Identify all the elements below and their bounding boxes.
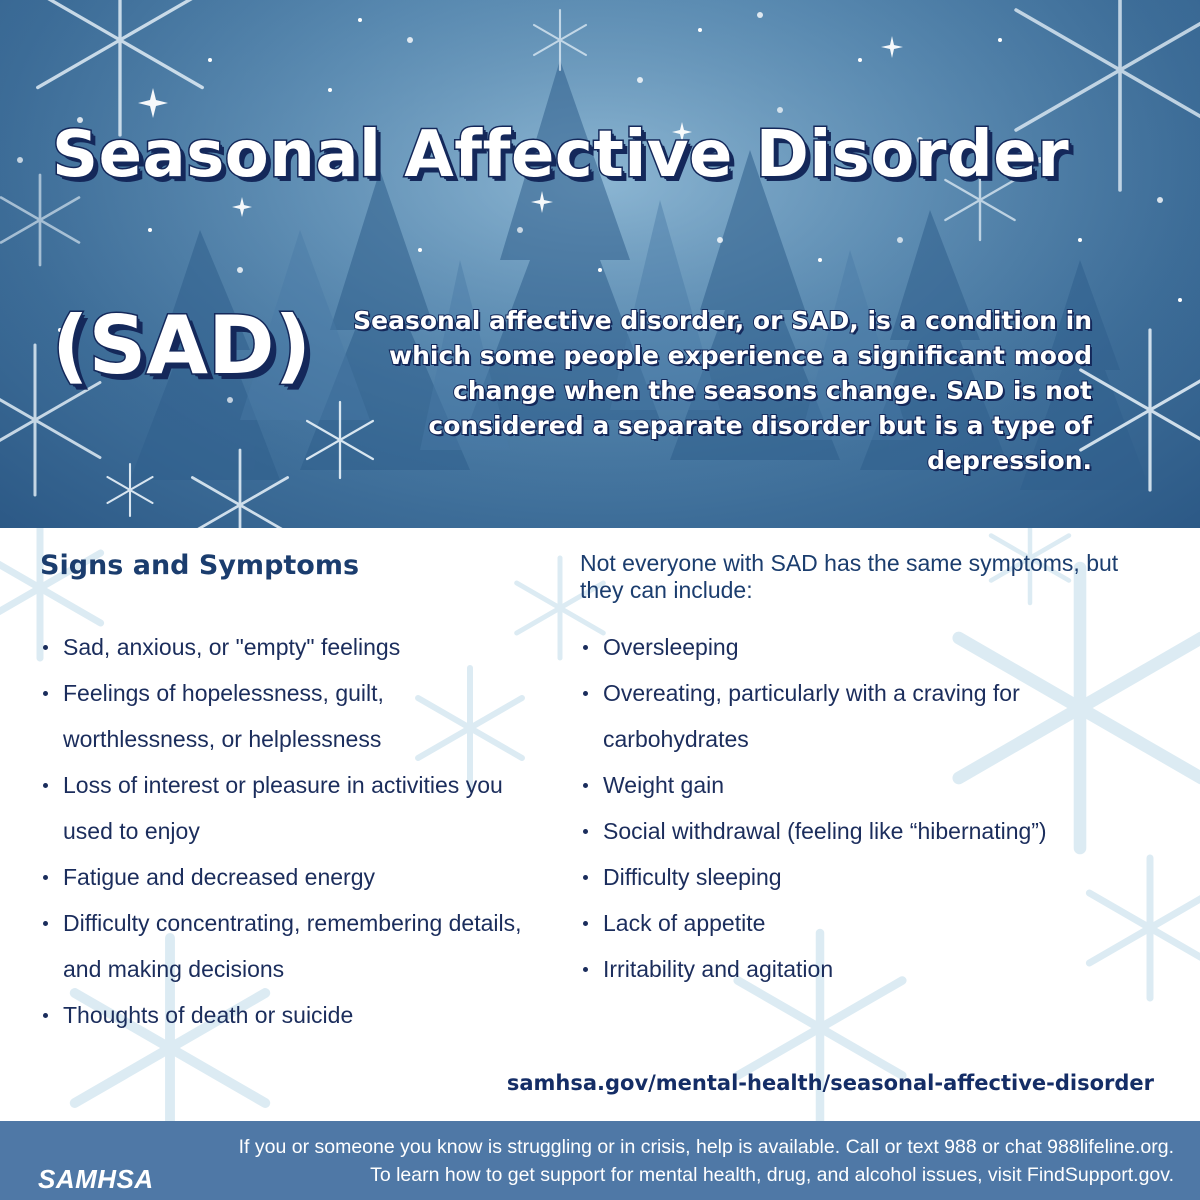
bullet-icon bbox=[43, 1013, 48, 1018]
crisis-line: If you or someone you know is struggling or in crisis, help is available. Call or text 988 or chat 988lifeline.org. bbox=[238, 1136, 1174, 1158]
symptoms-intro: Not everyone with SAD has the same symptoms, but they can include: bbox=[580, 550, 1119, 603]
support-line: To learn how to get support for mental health, drug, and alcohol issues, visit FindSupport.gov. bbox=[370, 1164, 1174, 1186]
list-item: Feelings of hopelessness, guilt, worthlessness, or helplessness bbox=[40, 670, 540, 762]
list-item: Lack of appetite bbox=[580, 900, 1160, 946]
symptoms-list bbox=[580, 624, 1160, 992]
bullet-icon bbox=[43, 875, 48, 880]
bullet-icon bbox=[583, 691, 588, 696]
footer-band bbox=[0, 1121, 1200, 1200]
list-item: Overeating, particularly with a craving for carbohydrates bbox=[580, 670, 1160, 762]
other-symptoms-section bbox=[580, 548, 1160, 992]
bullet-icon bbox=[583, 921, 588, 926]
bullet-icon bbox=[43, 645, 48, 650]
list-item: Weight gain bbox=[580, 762, 1160, 808]
bullet-icon bbox=[583, 875, 588, 880]
list-item: Oversleeping bbox=[580, 624, 1160, 670]
crisis-notice bbox=[239, 1133, 1174, 1189]
list-item: Thoughts of death or suicide bbox=[40, 992, 540, 1038]
list-item: Irritability and agitation bbox=[580, 946, 1160, 992]
list-item: Loss of interest or pleasure in activities you used to enjoy bbox=[40, 762, 540, 854]
bullet-icon bbox=[583, 829, 588, 834]
list-item: Fatigue and decreased energy bbox=[40, 854, 540, 900]
section-heading: Signs and Symptoms bbox=[40, 550, 360, 581]
list-item: Difficulty sleeping bbox=[580, 854, 1160, 900]
hero-banner bbox=[0, 0, 1200, 528]
signs-list bbox=[40, 624, 540, 1038]
bullet-icon bbox=[43, 691, 48, 696]
page-title: Seasonal Affective Disorder bbox=[52, 118, 1070, 192]
list-item: Social withdrawal (feeling like “hibernating”) bbox=[580, 808, 1160, 854]
list-item: Difficulty concentrating, remembering details, and making decisions bbox=[40, 900, 540, 992]
bullet-icon bbox=[583, 645, 588, 650]
sad-abbreviation: (SAD) bbox=[52, 299, 312, 392]
bullet-icon bbox=[583, 783, 588, 788]
list-item: Sad, anxious, or "empty" feelings bbox=[40, 624, 540, 670]
signs-and-symptoms-section bbox=[40, 548, 540, 1038]
bullet-icon bbox=[43, 921, 48, 926]
samhsa-logo: SAMHSA bbox=[38, 1164, 154, 1194]
resource-link[interactable]: samhsa.gov/mental-health/seasonal-affective-disorder bbox=[506, 1071, 1154, 1095]
bullet-icon bbox=[583, 967, 588, 972]
bullet-icon bbox=[43, 783, 48, 788]
sad-description: Seasonal affective disorder, or SAD, is a condition in which some people experience a significant mood change when the seasons change. SAD is not considered a separate disorder but is a type of depression. bbox=[353, 306, 1092, 475]
